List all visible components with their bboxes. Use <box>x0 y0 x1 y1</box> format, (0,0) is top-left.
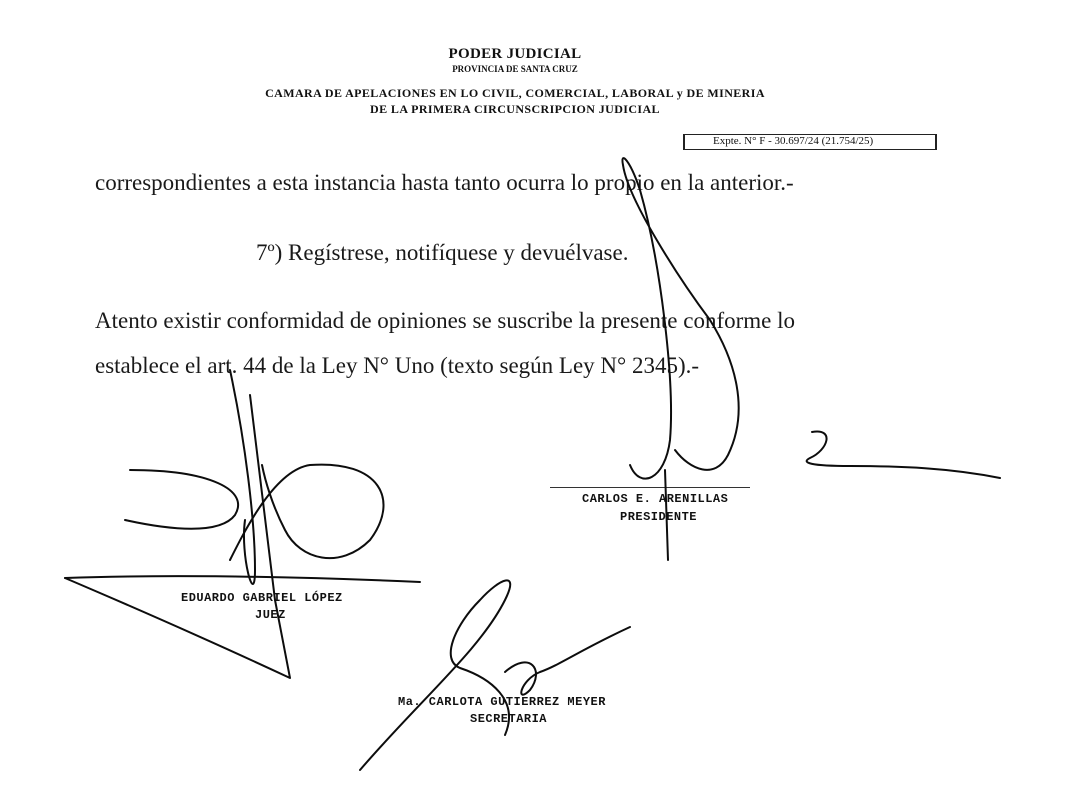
secretary-name: Ma. CARLOTA GUTIERREZ MEYER <box>398 695 606 709</box>
body-line-3: Atento existir conformidad de opiniones se suscribe la presente conforme lo <box>95 308 796 333</box>
judge-role: JUEZ <box>255 608 286 622</box>
judge-name: EDUARDO GABRIEL LÓPEZ <box>181 591 343 605</box>
secretary-role: SECRETARIA <box>470 712 548 726</box>
chamber-title-line1: CAMARA DE APELACIONES EN LO CIVIL, COMERCIAL, LABORAL y DE MINERIA <box>265 86 765 100</box>
president-role: PRESIDENTE <box>620 510 698 524</box>
body-line-2: 7º) Regístrese, notifíquese y devuélvase. <box>256 240 629 265</box>
president-name: CARLOS E. ARENILLAS <box>582 492 729 506</box>
province-subtitle: PROVINCIA DE SANTA CRUZ <box>452 64 578 74</box>
president-signature-line <box>550 487 750 488</box>
chamber-title-line2: DE LA PRIMERA CIRCUNSCRIPCION JUDICIAL <box>370 102 660 116</box>
case-number: Expte. N° F - 30.697/24 (21.754/25) <box>713 135 874 147</box>
secretary-signature-mark <box>360 580 630 770</box>
body-line-4: establece el art. 44 de la Ley N° Uno (texto según Ley N° 2345).- <box>95 353 700 378</box>
institution-title: PODER JUDICIAL <box>448 46 582 62</box>
judge-signature-mark <box>65 370 420 678</box>
body-line-1: correspondientes a esta instancia hasta tanto ocurra lo propio en la anterior.- <box>95 170 794 195</box>
